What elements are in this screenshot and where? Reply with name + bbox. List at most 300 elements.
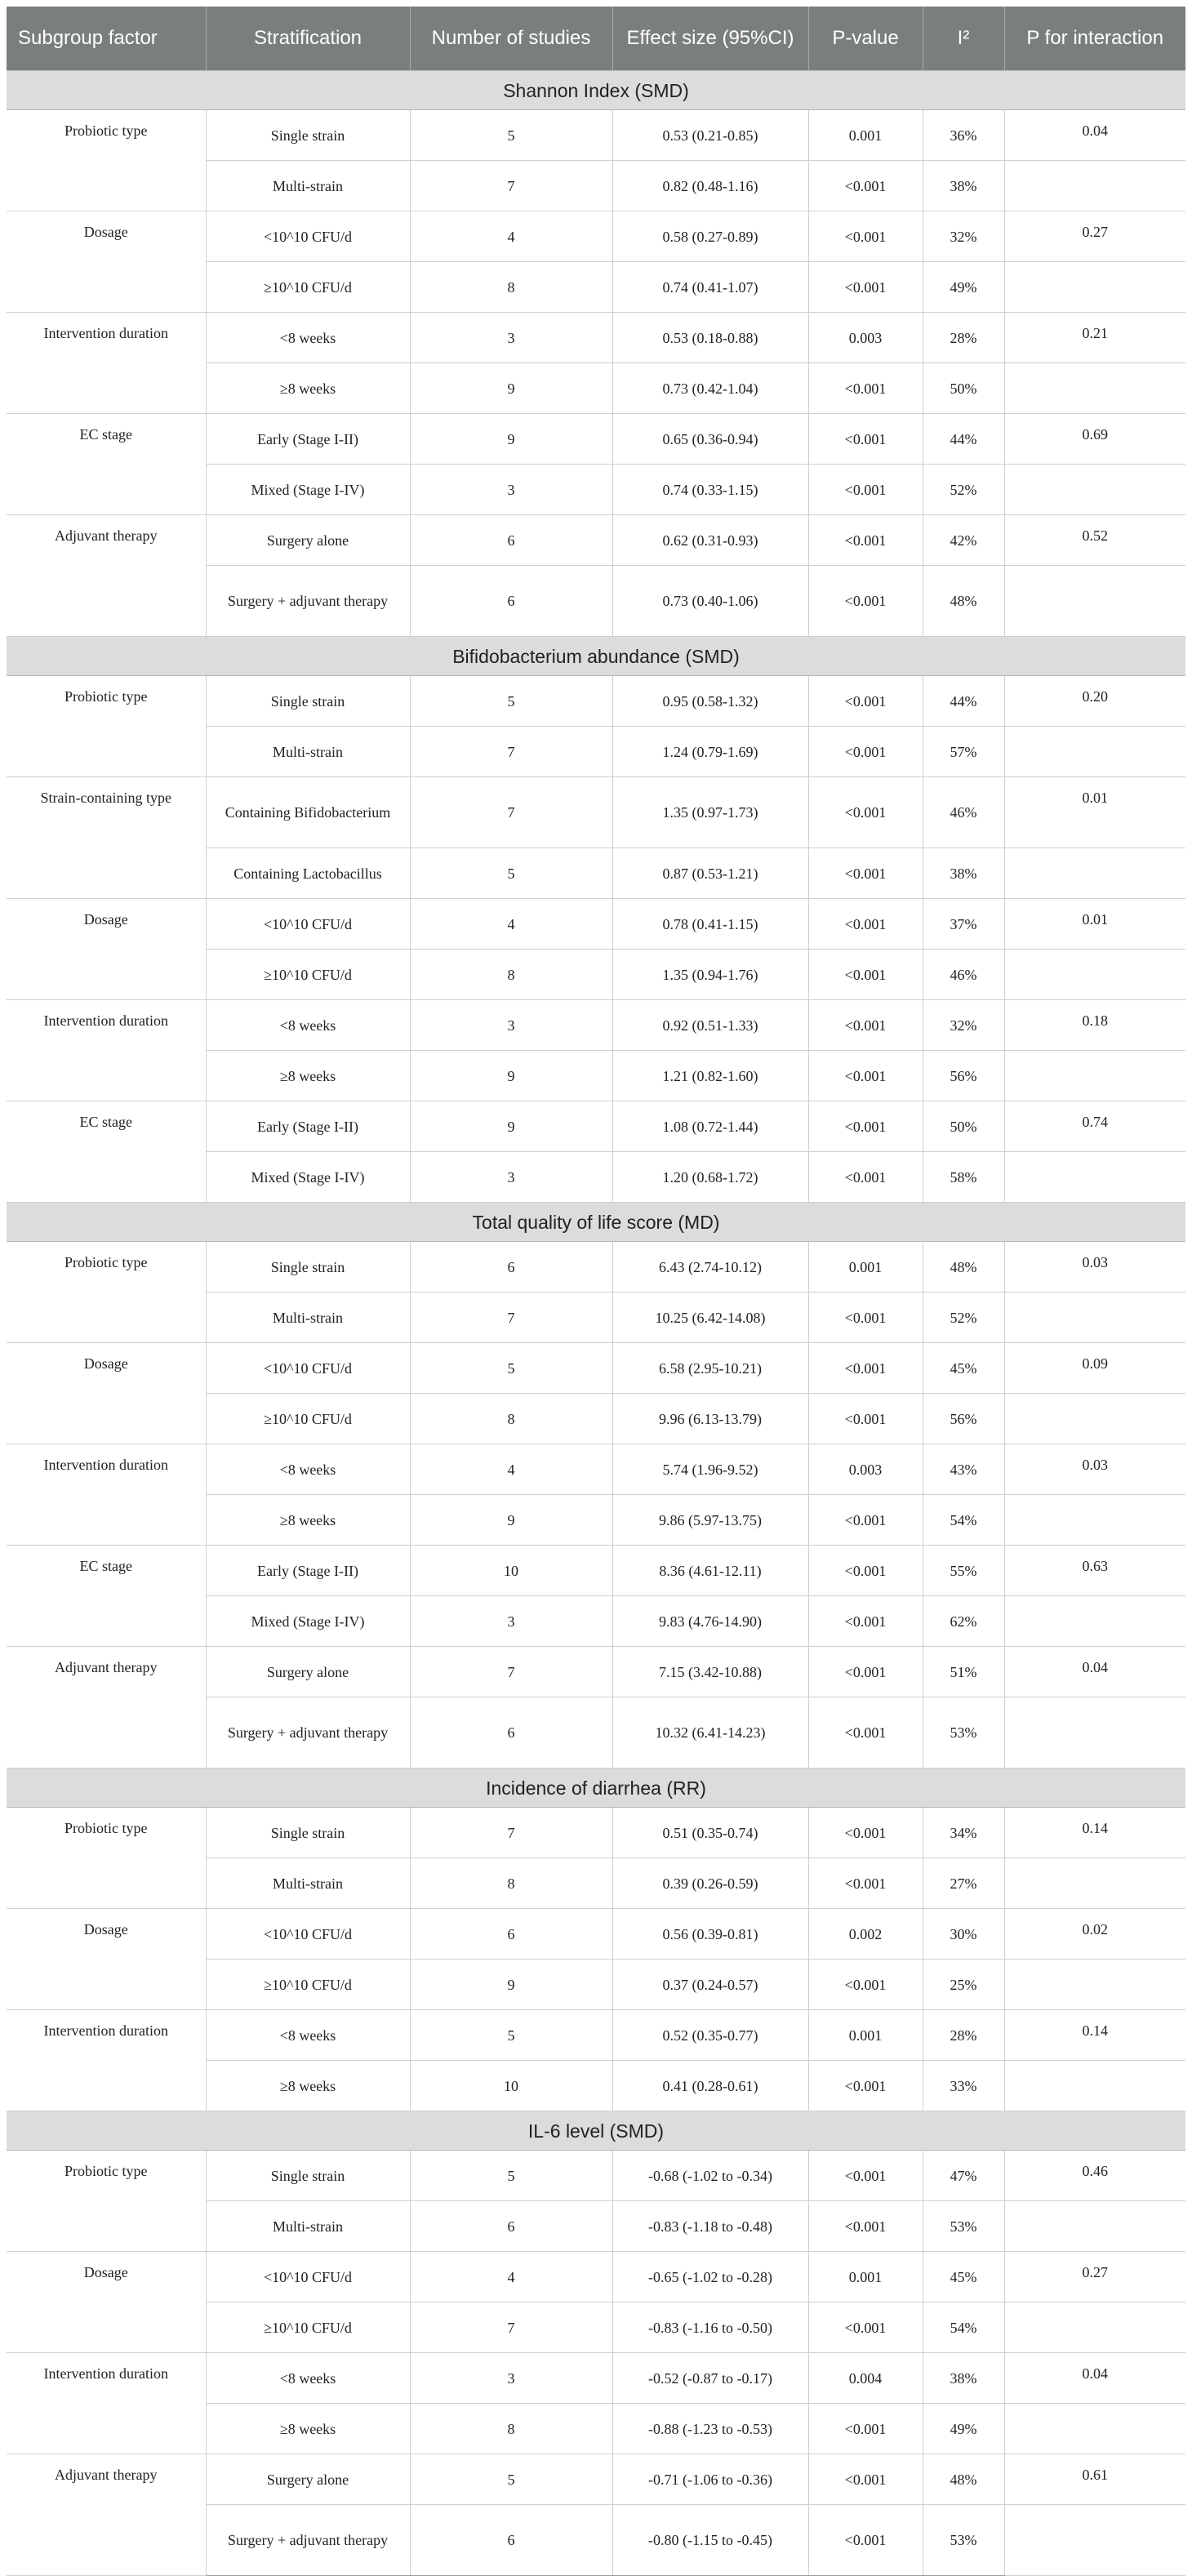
effect-size-cell: 0.73 (0.42-1.04) (612, 363, 808, 414)
i2-cell: 43% (923, 1444, 1004, 1495)
effect-size-cell: -0.65 (-1.02 to -0.28) (612, 2252, 808, 2302)
p-value-cell: <0.001 (808, 211, 923, 262)
stratification-cell: Single strain (206, 2151, 410, 2201)
number-of-studies-cell: 5 (410, 848, 612, 899)
p-value-cell: <0.001 (808, 1596, 923, 1647)
i2-cell: 32% (923, 1000, 1004, 1051)
header-stratification: Stratification (206, 7, 410, 71)
i2-cell: 52% (923, 1292, 1004, 1343)
i2-cell: 37% (923, 899, 1004, 950)
stratification-cell: <10^10 CFU/d (206, 1343, 410, 1394)
section-header-row (7, 1203, 1185, 1242)
header-number-of-studies: Number of studies (410, 7, 612, 71)
i2-cell: 47% (923, 2151, 1004, 2201)
p-value-cell: <0.001 (808, 1647, 923, 1697)
p-interaction-cell: 0.04 (1004, 1647, 1185, 1697)
table-row (7, 1808, 1185, 1858)
stratification-cell: Multi-strain (206, 1858, 410, 1909)
effect-size-cell: 1.20 (0.68-1.72) (612, 1152, 808, 1203)
number-of-studies-cell: 7 (410, 777, 612, 848)
p-value-cell: <0.001 (808, 2201, 923, 2252)
effect-size-cell: -0.71 (-1.06 to -0.36) (612, 2454, 808, 2505)
p-interaction-cell (1004, 1960, 1185, 2010)
i2-cell: 38% (923, 2353, 1004, 2404)
stratification-cell: Multi-strain (206, 1292, 410, 1343)
effect-size-cell: 0.65 (0.36-0.94) (612, 414, 808, 465)
subgroup-factor-cell: Adjuvant therapy (7, 515, 206, 637)
p-value-cell: <0.001 (808, 676, 923, 727)
effect-size-cell: 6.43 (2.74-10.12) (612, 1242, 808, 1292)
stratification-cell: Containing Bifidobacterium (206, 777, 410, 848)
p-value-cell: <0.001 (808, 1858, 923, 1909)
p-interaction-cell: 0.03 (1004, 1444, 1185, 1495)
section-title: Shannon Index (SMD) (7, 71, 1185, 110)
effect-size-cell: 0.37 (0.24-0.57) (612, 1960, 808, 2010)
number-of-studies-cell: 6 (410, 1909, 612, 1960)
table-row (7, 110, 1185, 161)
table-row (7, 1647, 1185, 1697)
stratification-cell: Surgery + adjuvant therapy (206, 1697, 410, 1768)
p-interaction-cell (1004, 848, 1185, 899)
subgroup-factor-cell: Intervention duration (7, 1444, 206, 1546)
p-value-cell: 0.001 (808, 2010, 923, 2061)
i2-cell: 55% (923, 1546, 1004, 1596)
number-of-studies-cell: 5 (410, 676, 612, 727)
p-value-cell: <0.001 (808, 161, 923, 211)
number-of-studies-cell: 5 (410, 2151, 612, 2201)
p-value-cell: <0.001 (808, 363, 923, 414)
effect-size-cell: 9.96 (6.13-13.79) (612, 1394, 808, 1444)
stratification-cell: Single strain (206, 676, 410, 727)
i2-cell: 49% (923, 2404, 1004, 2454)
subgroup-factor-cell: Dosage (7, 2252, 206, 2353)
effect-size-cell: -0.80 (-1.15 to -0.45) (612, 2505, 808, 2576)
number-of-studies-cell: 8 (410, 950, 612, 1000)
p-value-cell: <0.001 (808, 1152, 923, 1203)
subgroup-factor-cell: Probiotic type (7, 2151, 206, 2252)
table-header (7, 7, 1185, 71)
p-value-cell: 0.001 (808, 110, 923, 161)
stratification-cell: Mixed (Stage I-IV) (206, 1596, 410, 1647)
p-interaction-cell: 0.27 (1004, 211, 1185, 262)
stratification-cell: ≥10^10 CFU/d (206, 262, 410, 313)
stratification-cell: Single strain (206, 1242, 410, 1292)
p-value-cell: 0.003 (808, 313, 923, 363)
number-of-studies-cell: 4 (410, 1444, 612, 1495)
effect-size-cell: 9.83 (4.76-14.90) (612, 1596, 808, 1647)
number-of-studies-cell: 4 (410, 899, 612, 950)
header-p-interaction: P for interaction (1004, 7, 1185, 71)
i2-cell: 54% (923, 1495, 1004, 1546)
p-interaction-cell (1004, 1292, 1185, 1343)
p-interaction-cell: 0.01 (1004, 777, 1185, 848)
p-value-cell: <0.001 (808, 1292, 923, 1343)
effect-size-cell: -0.83 (-1.18 to -0.48) (612, 2201, 808, 2252)
table-row (7, 1909, 1185, 1960)
number-of-studies-cell: 3 (410, 1152, 612, 1203)
effect-size-cell: 0.39 (0.26-0.59) (612, 1858, 808, 1909)
p-interaction-cell (1004, 2302, 1185, 2353)
i2-cell: 53% (923, 1697, 1004, 1768)
p-value-cell: <0.001 (808, 777, 923, 848)
p-interaction-cell (1004, 2404, 1185, 2454)
stratification-cell: ≥8 weeks (206, 363, 410, 414)
stratification-cell: Surgery + adjuvant therapy (206, 566, 410, 637)
p-interaction-cell: 0.69 (1004, 414, 1185, 465)
i2-cell: 62% (923, 1596, 1004, 1647)
p-interaction-cell: 0.27 (1004, 2252, 1185, 2302)
p-value-cell: <0.001 (808, 1808, 923, 1858)
p-value-cell: <0.001 (808, 1343, 923, 1394)
stratification-cell: <8 weeks (206, 1444, 410, 1495)
p-interaction-cell: 0.02 (1004, 1909, 1185, 1960)
effect-size-cell: 0.87 (0.53-1.21) (612, 848, 808, 899)
number-of-studies-cell: 6 (410, 1242, 612, 1292)
p-interaction-cell (1004, 363, 1185, 414)
subgroup-factor-cell: Intervention duration (7, 2353, 206, 2454)
number-of-studies-cell: 5 (410, 2010, 612, 2061)
number-of-studies-cell: 3 (410, 1596, 612, 1647)
section-title: Total quality of life score (MD) (7, 1203, 1185, 1242)
p-value-cell: <0.001 (808, 515, 923, 566)
p-value-cell: <0.001 (808, 566, 923, 637)
number-of-studies-cell: 6 (410, 2505, 612, 2576)
stratification-cell: ≥8 weeks (206, 2061, 410, 2111)
number-of-studies-cell: 7 (410, 727, 612, 777)
stratification-cell: <8 weeks (206, 2010, 410, 2061)
table-row (7, 1242, 1185, 1292)
p-interaction-cell: 0.09 (1004, 1343, 1185, 1394)
number-of-studies-cell: 4 (410, 2252, 612, 2302)
number-of-studies-cell: 6 (410, 566, 612, 637)
p-value-cell: 0.002 (808, 1909, 923, 1960)
subgroup-factor-cell: Dosage (7, 1909, 206, 2010)
p-interaction-cell (1004, 1051, 1185, 1101)
section-header-row (7, 1768, 1185, 1808)
stratification-cell: Early (Stage I-II) (206, 1101, 410, 1152)
subgroup-analysis-table (7, 7, 1185, 2576)
number-of-studies-cell: 3 (410, 1000, 612, 1051)
subgroup-factor-cell: EC stage (7, 414, 206, 515)
number-of-studies-cell: 9 (410, 414, 612, 465)
section-header-row (7, 71, 1185, 110)
p-value-cell: <0.001 (808, 1495, 923, 1546)
table-row (7, 2151, 1185, 2201)
i2-cell: 50% (923, 1101, 1004, 1152)
p-value-cell: <0.001 (808, 2454, 923, 2505)
header-i2: I² (923, 7, 1004, 71)
i2-cell: 33% (923, 2061, 1004, 2111)
p-interaction-cell (1004, 1495, 1185, 1546)
p-interaction-cell: 0.14 (1004, 2010, 1185, 2061)
section-title: IL-6 level (SMD) (7, 2111, 1185, 2151)
table-row (7, 2252, 1185, 2302)
stratification-cell: ≥8 weeks (206, 2404, 410, 2454)
header-subgroup-factor: Subgroup factor (7, 7, 206, 71)
effect-size-cell: 0.41 (0.28-0.61) (612, 2061, 808, 2111)
subgroup-factor-cell: Intervention duration (7, 2010, 206, 2111)
p-interaction-cell: 0.52 (1004, 515, 1185, 566)
effect-size-cell: 1.21 (0.82-1.60) (612, 1051, 808, 1101)
stratification-cell: Early (Stage I-II) (206, 1546, 410, 1596)
number-of-studies-cell: 8 (410, 1394, 612, 1444)
i2-cell: 54% (923, 2302, 1004, 2353)
p-interaction-cell: 0.63 (1004, 1546, 1185, 1596)
number-of-studies-cell: 3 (410, 313, 612, 363)
subgroup-factor-cell: Adjuvant therapy (7, 2454, 206, 2576)
subgroup-factor-cell: Strain-containing type (7, 777, 206, 899)
i2-cell: 58% (923, 1152, 1004, 1203)
number-of-studies-cell: 3 (410, 465, 612, 515)
i2-cell: 27% (923, 1858, 1004, 1909)
p-interaction-cell: 0.21 (1004, 313, 1185, 363)
i2-cell: 42% (923, 515, 1004, 566)
p-value-cell: 0.001 (808, 1242, 923, 1292)
p-interaction-cell (1004, 262, 1185, 313)
subgroup-factor-cell: Dosage (7, 899, 206, 1000)
number-of-studies-cell: 9 (410, 1960, 612, 2010)
subgroup-analysis-table-container (7, 7, 1185, 2576)
table-row (7, 676, 1185, 727)
p-interaction-cell (1004, 161, 1185, 211)
subgroup-factor-cell: Probiotic type (7, 1242, 206, 1343)
table-row (7, 414, 1185, 465)
p-interaction-cell: 0.01 (1004, 899, 1185, 950)
p-value-cell: <0.001 (808, 1000, 923, 1051)
p-interaction-cell: 0.14 (1004, 1808, 1185, 1858)
i2-cell: 45% (923, 2252, 1004, 2302)
p-value-cell: <0.001 (808, 1546, 923, 1596)
subgroup-factor-cell: Intervention duration (7, 313, 206, 414)
effect-size-cell: 0.56 (0.39-0.81) (612, 1909, 808, 1960)
subgroup-factor-cell: Intervention duration (7, 1000, 206, 1101)
i2-cell: 46% (923, 777, 1004, 848)
i2-cell: 46% (923, 950, 1004, 1000)
effect-size-cell: 0.58 (0.27-0.89) (612, 211, 808, 262)
i2-cell: 49% (923, 262, 1004, 313)
i2-cell: 52% (923, 465, 1004, 515)
table-row (7, 1546, 1185, 1596)
effect-size-cell: -0.52 (-0.87 to -0.17) (612, 2353, 808, 2404)
i2-cell: 38% (923, 161, 1004, 211)
subgroup-factor-cell: Probiotic type (7, 110, 206, 211)
effect-size-cell: 9.86 (5.97-13.75) (612, 1495, 808, 1546)
p-interaction-cell (1004, 950, 1185, 1000)
stratification-cell: ≥10^10 CFU/d (206, 1960, 410, 2010)
header-p-value: P-value (808, 7, 923, 71)
effect-size-cell: -0.83 (-1.16 to -0.50) (612, 2302, 808, 2353)
p-interaction-cell (1004, 465, 1185, 515)
p-value-cell: <0.001 (808, 1051, 923, 1101)
effect-size-cell: 0.53 (0.21-0.85) (612, 110, 808, 161)
stratification-cell: Surgery alone (206, 515, 410, 566)
table-row (7, 313, 1185, 363)
stratification-cell: Single strain (206, 110, 410, 161)
stratification-cell: Mixed (Stage I-IV) (206, 1152, 410, 1203)
p-value-cell: <0.001 (808, 1960, 923, 2010)
i2-cell: 56% (923, 1394, 1004, 1444)
header-row (7, 7, 1185, 71)
number-of-studies-cell: 7 (410, 1647, 612, 1697)
subgroup-factor-cell: EC stage (7, 1101, 206, 1203)
stratification-cell: <10^10 CFU/d (206, 2252, 410, 2302)
i2-cell: 57% (923, 727, 1004, 777)
i2-cell: 56% (923, 1051, 1004, 1101)
p-interaction-cell (1004, 1858, 1185, 1909)
p-value-cell: <0.001 (808, 2404, 923, 2454)
number-of-studies-cell: 9 (410, 1051, 612, 1101)
i2-cell: 51% (923, 1647, 1004, 1697)
number-of-studies-cell: 5 (410, 2454, 612, 2505)
i2-cell: 48% (923, 566, 1004, 637)
table-row (7, 2353, 1185, 2404)
p-value-cell: <0.001 (808, 1697, 923, 1768)
p-value-cell: <0.001 (808, 2151, 923, 2201)
subgroup-factor-cell: Adjuvant therapy (7, 1647, 206, 1768)
subgroup-factor-cell: Probiotic type (7, 1808, 206, 1909)
subgroup-factor-cell: Dosage (7, 211, 206, 313)
section-header-row (7, 2111, 1185, 2151)
p-interaction-cell: 0.03 (1004, 1242, 1185, 1292)
effect-size-cell: 5.74 (1.96-9.52) (612, 1444, 808, 1495)
stratification-cell: Single strain (206, 1808, 410, 1858)
i2-cell: 34% (923, 1808, 1004, 1858)
stratification-cell: <10^10 CFU/d (206, 1909, 410, 1960)
stratification-cell: <8 weeks (206, 2353, 410, 2404)
section-header-row (7, 637, 1185, 676)
effect-size-cell: 7.15 (3.42-10.88) (612, 1647, 808, 1697)
i2-cell: 30% (923, 1909, 1004, 1960)
i2-cell: 44% (923, 676, 1004, 727)
i2-cell: 36% (923, 110, 1004, 161)
effect-size-cell: 1.35 (0.97-1.73) (612, 777, 808, 848)
p-value-cell: 0.001 (808, 2252, 923, 2302)
section-title: Bifidobacterium abundance (SMD) (7, 637, 1185, 676)
number-of-studies-cell: 8 (410, 2404, 612, 2454)
p-interaction-cell: 0.18 (1004, 1000, 1185, 1051)
i2-cell: 48% (923, 1242, 1004, 1292)
subgroup-factor-cell: EC stage (7, 1546, 206, 1647)
effect-size-cell: 0.74 (0.33-1.15) (612, 465, 808, 515)
subgroup-factor-cell: Probiotic type (7, 676, 206, 777)
p-interaction-cell (1004, 1394, 1185, 1444)
number-of-studies-cell: 7 (410, 161, 612, 211)
number-of-studies-cell: 9 (410, 1101, 612, 1152)
number-of-studies-cell: 7 (410, 1292, 612, 1343)
number-of-studies-cell: 5 (410, 1343, 612, 1394)
number-of-studies-cell: 9 (410, 363, 612, 414)
table-row (7, 899, 1185, 950)
p-value-cell: <0.001 (808, 414, 923, 465)
i2-cell: 25% (923, 1960, 1004, 2010)
number-of-studies-cell: 10 (410, 2061, 612, 2111)
i2-cell: 44% (923, 414, 1004, 465)
stratification-cell: Multi-strain (206, 161, 410, 211)
number-of-studies-cell: 9 (410, 1495, 612, 1546)
p-interaction-cell: 0.04 (1004, 2353, 1185, 2404)
p-interaction-cell: 0.46 (1004, 2151, 1185, 2201)
i2-cell: 53% (923, 2201, 1004, 2252)
i2-cell: 32% (923, 211, 1004, 262)
stratification-cell: Early (Stage I-II) (206, 414, 410, 465)
stratification-cell: <10^10 CFU/d (206, 211, 410, 262)
p-value-cell: 0.004 (808, 2353, 923, 2404)
stratification-cell: Containing Lactobacillus (206, 848, 410, 899)
table-body (7, 71, 1185, 2576)
i2-cell: 50% (923, 363, 1004, 414)
p-value-cell: <0.001 (808, 2302, 923, 2353)
effect-size-cell: 0.73 (0.40-1.06) (612, 566, 808, 637)
table-row (7, 1343, 1185, 1394)
i2-cell: 53% (923, 2505, 1004, 2576)
effect-size-cell: 0.78 (0.41-1.15) (612, 899, 808, 950)
p-value-cell: 0.003 (808, 1444, 923, 1495)
effect-size-cell: 0.52 (0.35-0.77) (612, 2010, 808, 2061)
p-value-cell: <0.001 (808, 899, 923, 950)
p-interaction-cell (1004, 1596, 1185, 1647)
i2-cell: 45% (923, 1343, 1004, 1394)
stratification-cell: Surgery alone (206, 2454, 410, 2505)
number-of-studies-cell: 5 (410, 110, 612, 161)
p-value-cell: <0.001 (808, 1394, 923, 1444)
stratification-cell: Mixed (Stage I-IV) (206, 465, 410, 515)
effect-size-cell: 1.35 (0.94-1.76) (612, 950, 808, 1000)
number-of-studies-cell: 6 (410, 1697, 612, 1768)
stratification-cell: Multi-strain (206, 2201, 410, 2252)
effect-size-cell: 8.36 (4.61-12.11) (612, 1546, 808, 1596)
effect-size-cell: 1.24 (0.79-1.69) (612, 727, 808, 777)
table-row (7, 515, 1185, 566)
table-row (7, 1101, 1185, 1152)
p-value-cell: <0.001 (808, 2505, 923, 2576)
table-row (7, 2010, 1185, 2061)
effect-size-cell: 0.74 (0.41-1.07) (612, 262, 808, 313)
p-interaction-cell (1004, 727, 1185, 777)
effect-size-cell: 0.92 (0.51-1.33) (612, 1000, 808, 1051)
p-value-cell: <0.001 (808, 1101, 923, 1152)
effect-size-cell: 0.53 (0.18-0.88) (612, 313, 808, 363)
table-row (7, 2454, 1185, 2505)
effect-size-cell: 10.32 (6.41-14.23) (612, 1697, 808, 1768)
stratification-cell: <8 weeks (206, 313, 410, 363)
p-interaction-cell: 0.61 (1004, 2454, 1185, 2505)
p-interaction-cell (1004, 2201, 1185, 2252)
stratification-cell: ≥8 weeks (206, 1051, 410, 1101)
p-value-cell: <0.001 (808, 465, 923, 515)
section-title: Incidence of diarrhea (RR) (7, 1768, 1185, 1808)
stratification-cell: Surgery alone (206, 1647, 410, 1697)
table-row (7, 777, 1185, 848)
stratification-cell: ≥8 weeks (206, 1495, 410, 1546)
stratification-cell: <8 weeks (206, 1000, 410, 1051)
stratification-cell: <10^10 CFU/d (206, 899, 410, 950)
p-interaction-cell (1004, 1152, 1185, 1203)
effect-size-cell: 0.95 (0.58-1.32) (612, 676, 808, 727)
p-interaction-cell: 0.74 (1004, 1101, 1185, 1152)
number-of-studies-cell: 4 (410, 211, 612, 262)
effect-size-cell: 0.82 (0.48-1.16) (612, 161, 808, 211)
number-of-studies-cell: 6 (410, 515, 612, 566)
stratification-cell: Multi-strain (206, 727, 410, 777)
number-of-studies-cell: 10 (410, 1546, 612, 1596)
table-row (7, 1000, 1185, 1051)
p-interaction-cell (1004, 566, 1185, 637)
number-of-studies-cell: 6 (410, 2201, 612, 2252)
stratification-cell: ≥10^10 CFU/d (206, 950, 410, 1000)
p-value-cell: <0.001 (808, 2061, 923, 2111)
number-of-studies-cell: 7 (410, 2302, 612, 2353)
stratification-cell: ≥10^10 CFU/d (206, 1394, 410, 1444)
